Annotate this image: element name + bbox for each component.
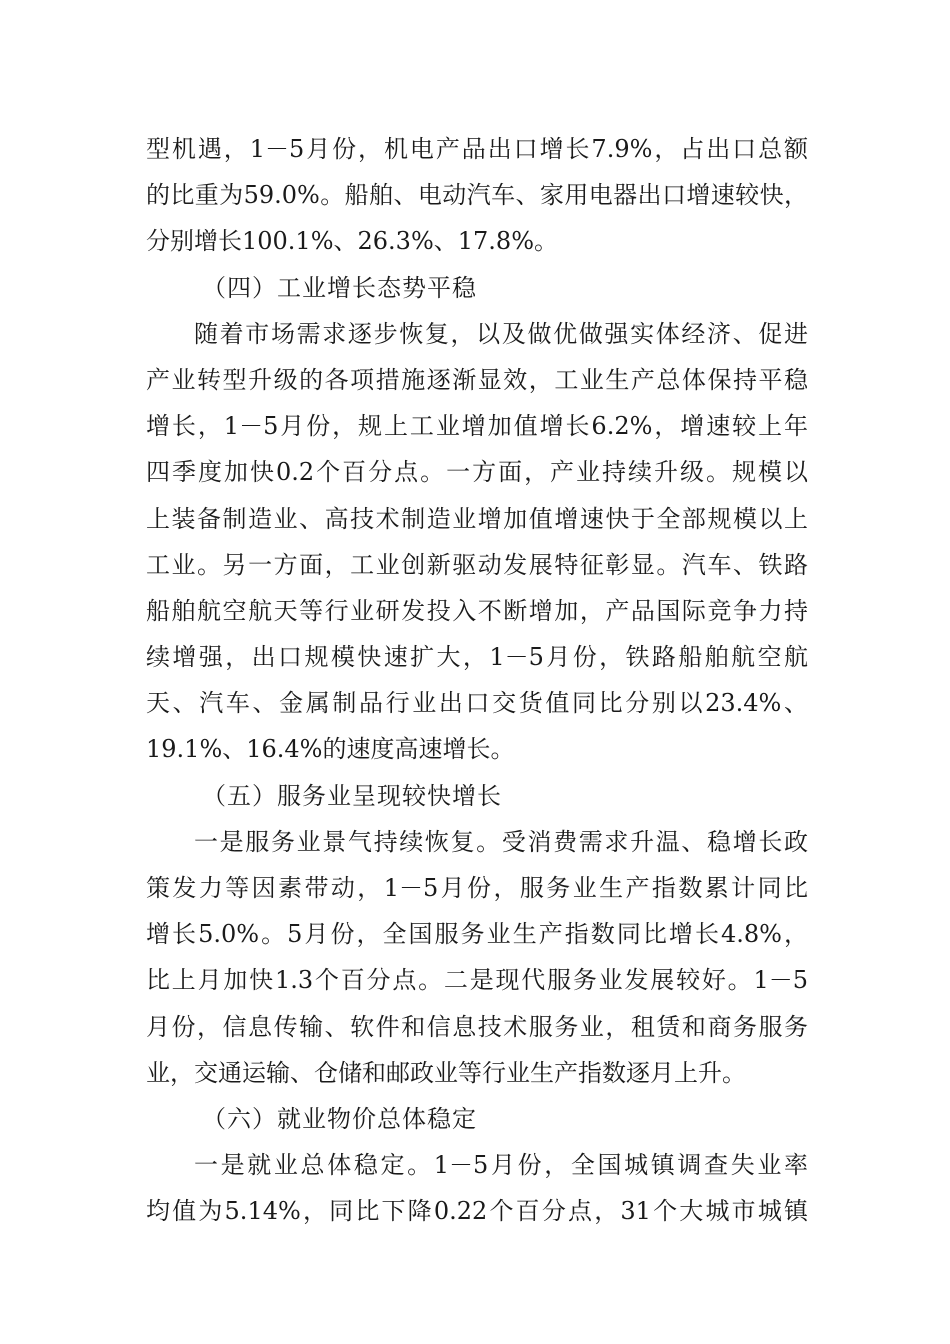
- paragraph-line: 产业转型升级的各项措施逐渐显效，工业生产总体保持平稳: [146, 365, 808, 394]
- paragraph-line: 一是服务业景气持续恢复。受消费需求升温、稳增长政: [194, 827, 808, 856]
- paragraph-line: 续增强，出口规模快速扩大，1－5月份，铁路船舶航空航: [146, 643, 808, 672]
- paragraph-line: 船舶航空航天等行业研发投入不断增加，产品国际竞争力持: [146, 596, 808, 625]
- paragraph-line: 上装备制造业、高技术制造业增加值增速快于全部规模以上: [146, 504, 808, 533]
- paragraph-line: 策发力等因素带动，1－5月份，服务业生产指数累计同比: [146, 874, 808, 902]
- paragraph-line: 分别增长100.1%、26.3%、17.8%。: [146, 227, 558, 256]
- paragraph-line: 增长，1－5月份，规上工业增加值增长6.2%，增速较上年: [146, 412, 808, 441]
- paragraph-line: 四季度加快0.2个百分点。一方面，产业持续升级。规模以: [146, 458, 808, 487]
- paragraph-line: 月份，信息传输、软件和信息技术服务业，租赁和商务服务: [146, 1012, 808, 1041]
- paragraph-line: 19.1%、16.4%的速度高速增长。: [146, 735, 515, 764]
- paragraph-line: 随着市场需求逐步恢复，以及做优做强实体经济、促进: [194, 319, 808, 348]
- paragraph-line: 的比重为59.0%。船舶、电动汽车、家用电器出口增速较快，: [146, 181, 808, 210]
- paragraph-line: 均值为5.14%，同比下降0.22个百分点，31个大城市城镇: [146, 1197, 808, 1226]
- paragraph-line: 业，交通运输、仓储和邮政业等行业生产指数逐月上升。: [146, 1058, 746, 1087]
- paragraph-line: 天、汽车、金属制品行业出口交货值同比分别以23.4%、: [146, 689, 808, 718]
- paragraph-line: 增长5.0%。5月份，全国服务业生产指数同比增长4.8%，: [146, 920, 808, 949]
- paragraph-line: 型机遇，1－5月份，机电产品出口增长7.9%，占出口总额: [146, 135, 808, 163]
- section-heading: （四）工业增长态势平稳: [202, 273, 477, 302]
- section-heading: （五）服务业呈现较快增长: [202, 781, 502, 810]
- section-heading: （六）就业物价总体稳定: [202, 1104, 477, 1133]
- document-body: [146, 126, 808, 1235]
- paragraph-line: 一是就业总体稳定。1－5月份，全国城镇调查失业率: [194, 1151, 808, 1180]
- paragraph-line: 工业。另一方面，工业创新驱动发展特征彰显。汽车、铁路: [146, 550, 808, 579]
- paragraph-line: 比上月加快1.3个百分点。二是现代服务业发展较好。1－5: [146, 966, 808, 995]
